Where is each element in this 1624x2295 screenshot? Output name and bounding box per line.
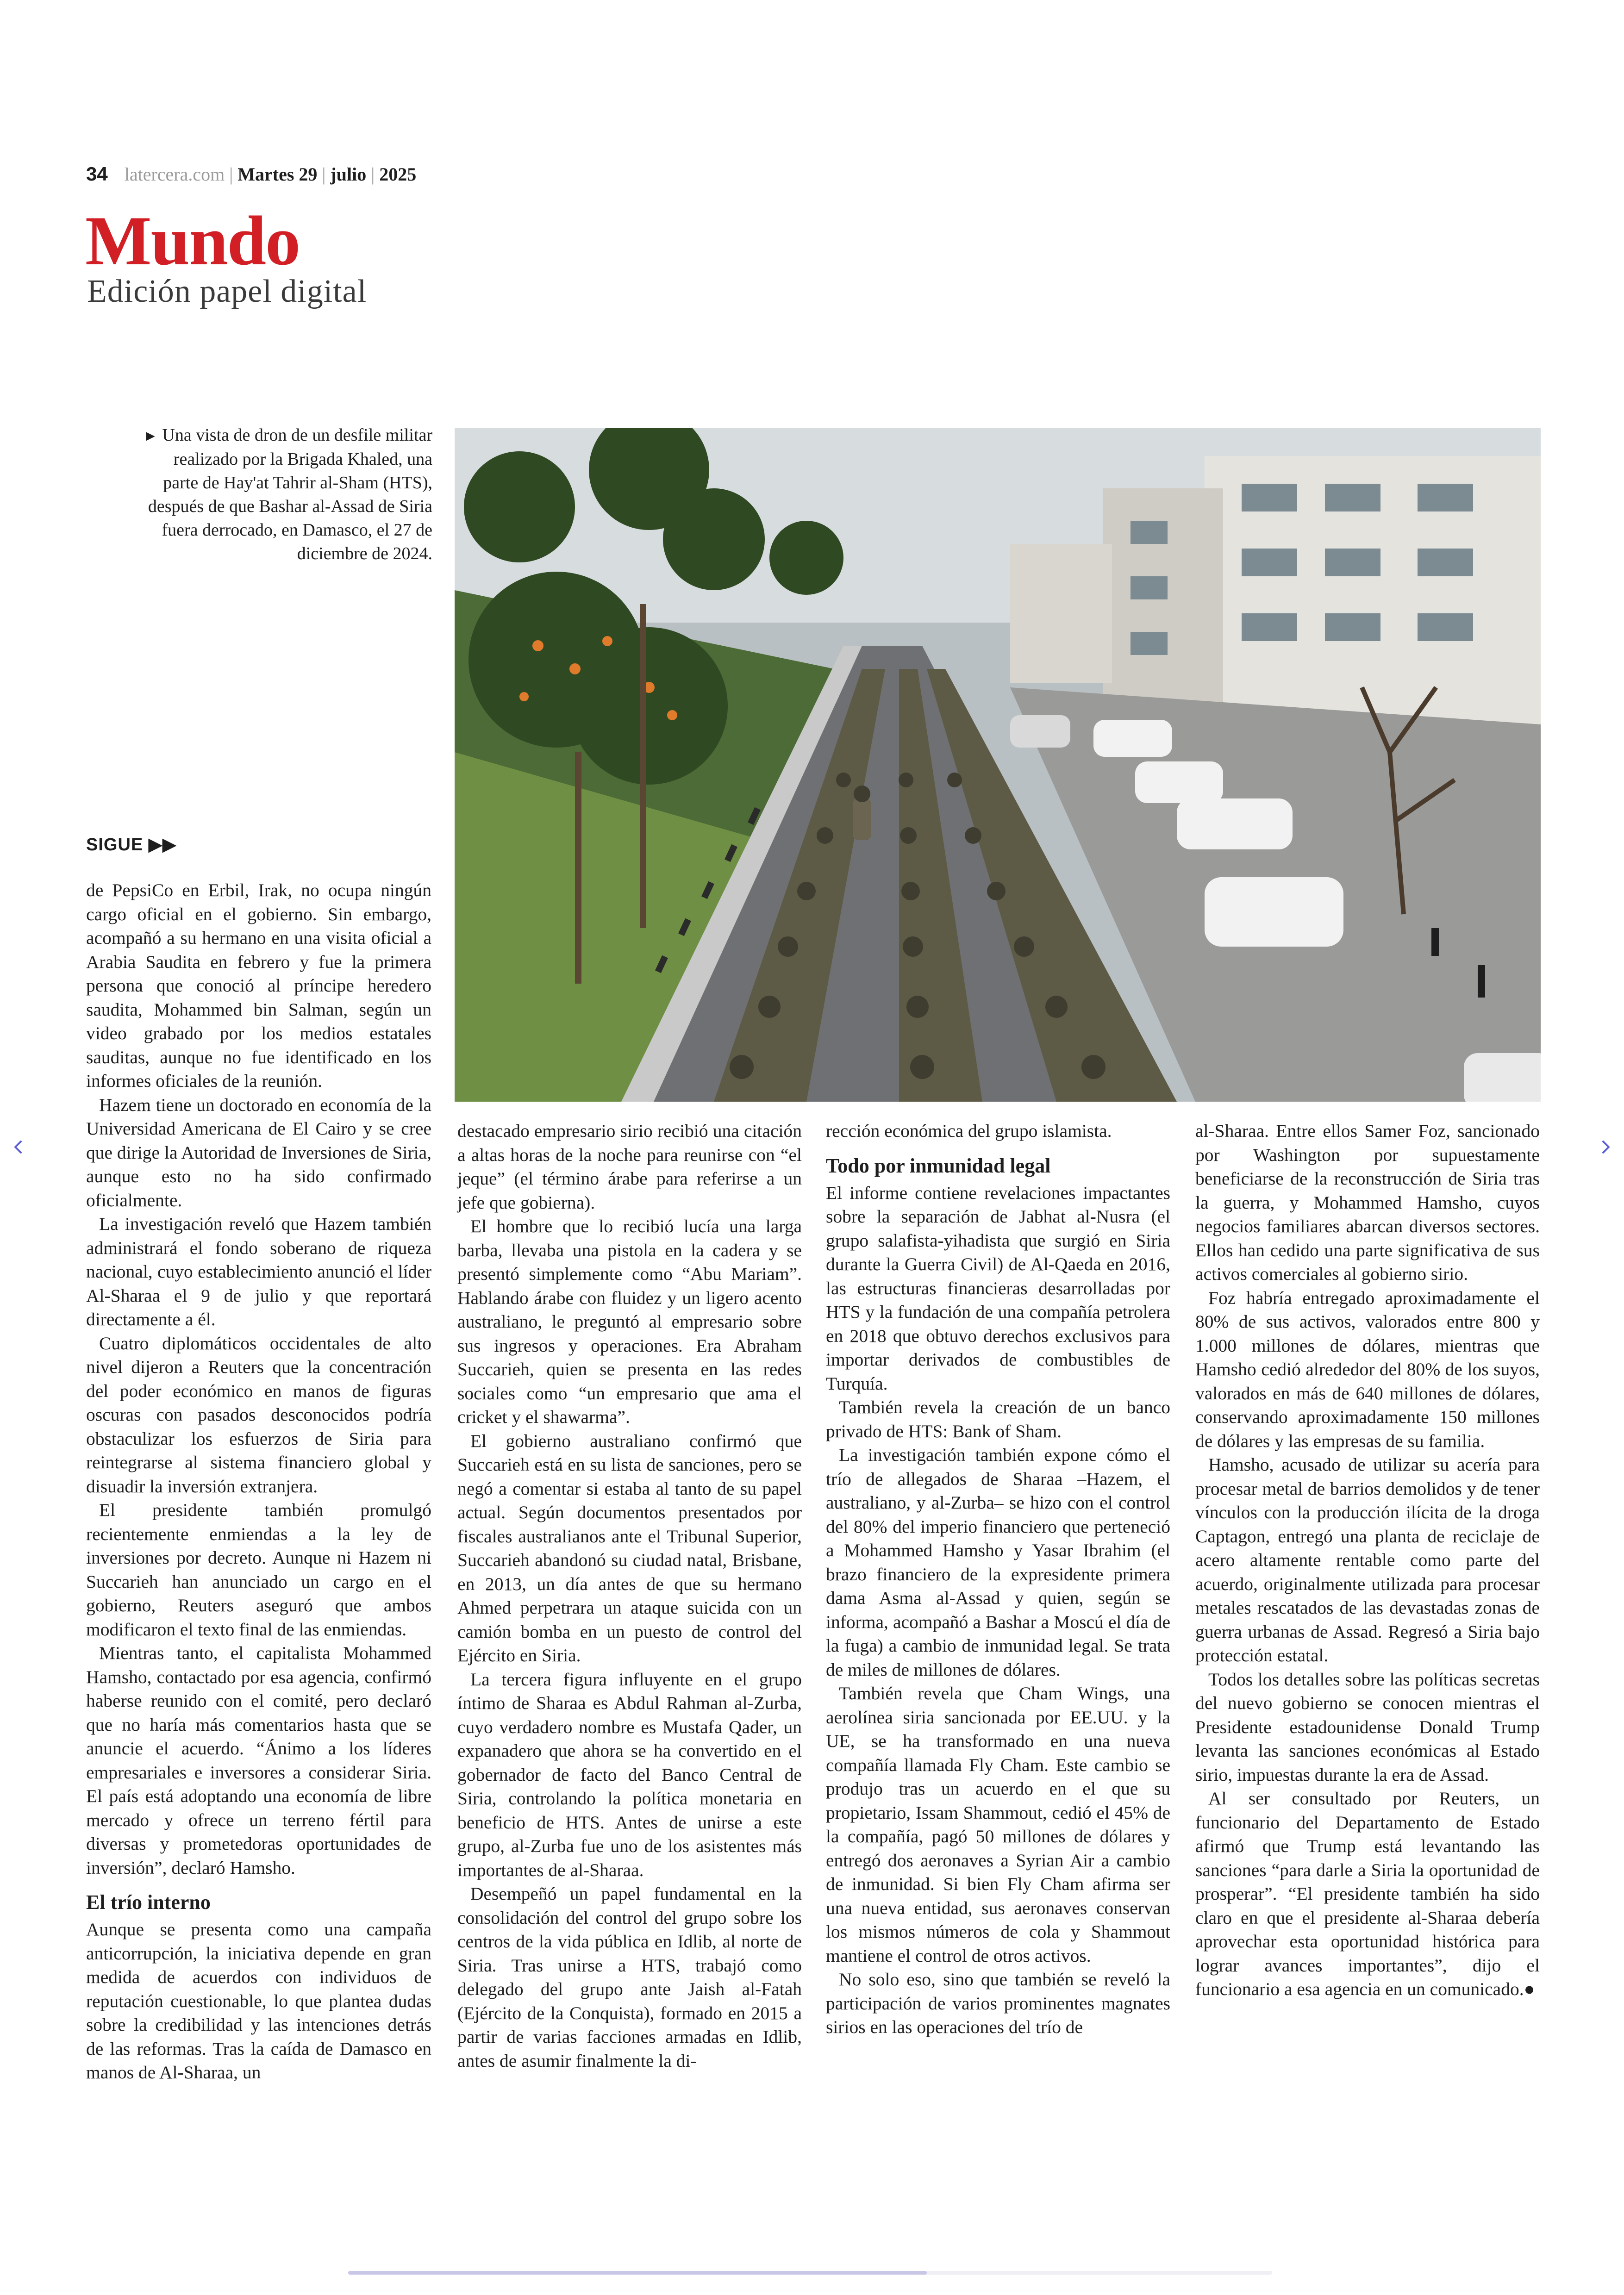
subheading: Todo por inmunidad legal <box>826 1154 1051 1177</box>
site-name: latercera.com <box>124 164 225 185</box>
paragraph: Hamsho, acusado de utilizar su acería para procesar metal de barrios demolidos y de tener vínculos con la producción ilícita de la droga Captagon, entregó una planta de reciclaje de acero altamente rentable como parte del acuerdo, originalmente utilizada para procesar metales rescatados de las devastadas zonas de guerra urbanas de Assad. Regresó a Siria bajo protección estatal. <box>1195 1454 1540 1665</box>
chevron-left-icon <box>9 1138 28 1156</box>
paragraph: También revela la creación de un banco privado de HTS: Bank of Sham. <box>826 1397 1170 1441</box>
continued-text: SIGUE <box>86 835 144 854</box>
section-subtitle: Edición papel digital <box>87 274 367 309</box>
paragraph: La investigación reveló que Hazem también administrará el fondo soberano de riqueza nacional, cuyo establecimiento anunció el líder Al-Sharaa el 9 de julio y que reportará directamente a él. <box>86 1214 431 1329</box>
scrollbar-thumb[interactable] <box>348 2271 927 2275</box>
paragraph: Desempeñó un papel fundamental en la consolidación del control del grupo sobre los centros de la vida pública en Idlib, al norte de Siria. Tras unirse a HTS, trabajó como delegado del grupo ante Jaish al-Fatah (Ejército de la Conquista), formado en 2015 a partir de varias facciones armadas en Idlib, antes de asumir finalmente la di- <box>457 1883 802 2071</box>
continued-arrows-icon: ▶▶ <box>148 835 177 854</box>
paragraph: al-Sharaa. Entre ellos Samer Foz, sancionado por Washington por supuestamente beneficiarse de la reconstrucción de Siria tras la guerra, y Mohammed Hamsho, cuyos negocios familiares abarcan diversos sectores. Ellos han cedido una parte significativa de sus activos comerciales al gobierno sirio. <box>1195 1121 1540 1284</box>
caption-text: Una vista de dron de un desfile militar realizado por la Brigada Khaled, una parte de Hay'at Tahrir al-Sham (HTS), después de que Bashar al-Assad de Siria fuera derrocado, en Damasco, el 27 de diciembre de 2024. <box>148 425 432 563</box>
previous-page-button[interactable] <box>6 1134 31 1160</box>
photo-caption <box>139 424 432 566</box>
end-mark-icon: ● <box>1524 1979 1535 1999</box>
paragraph: de PepsiCo en Erbil, Irak, no ocupa ningún cargo oficial en el gobierno. Sin embargo, acompañó a su hermano en una visita oficial a Arabia Saudita en febrero y fue la primera persona que conoció al príncipe heredero saudita, Mohammed bin Salman, según un video grabado por los medios estatales sauditas, aunque no fue identificado en los informes oficiales de la reunión. <box>86 880 431 1091</box>
paragraph: También revela que Cham Wings, una aerolínea siria sancionada por EE.UU. y la UE, se ha transformado en una nueva compañía llamada Fly Cham. Este cambio se produjo tras un acuerdo en el que su propietario, Issam Shammout, cedió el 45% de la compañía, pagó 50 millones de dólares y entregó dos aeronaves a Syrian Air a cambio de inmunidad. Si bien Fly Cham afirma ser una nueva entidad, sus aeronaves conservan los mismos números de cola y Shammout mantiene el control de otros activos. <box>826 1683 1170 1966</box>
date-weekday-day: Martes 29 <box>237 164 318 185</box>
article-column-4 <box>1195 1119 1540 1999</box>
paragraph: Al ser consultado por Reuters, un funcionario del Departamento de Estado afirmó que Trump está levantando las sanciones “para darle a Siria la oportunidad de prosperar”. “El presidente también ha sido claro en que el presidente al-Sharaa debería aprovechar esta oportunidad histórica para lograr avances importantes”, dijo el funcionario a esa agencia en un comunicado.● <box>1195 1788 1540 1999</box>
article-column-3 <box>826 1119 1170 2039</box>
paragraph: destacado empresario sirio recibió una citación a altas horas de la noche para reunirse con “el jeque” (el término árabe para referirse a un jefe que gobierna). <box>457 1121 802 1213</box>
next-page-button[interactable] <box>1593 1134 1618 1160</box>
chevron-right-icon <box>1596 1138 1615 1156</box>
paragraph: No solo eso, sino que también se reveló la participación de varios prominentes magnates sirios en las operaciones del trío de <box>826 1969 1170 2037</box>
continued-label <box>86 833 176 856</box>
paragraph: El informe contiene revelaciones impactantes sobre la separación de Jabhat al-Nusra (el grupo salafista-yihadista que surgió en Siria durante la Guerra Civil) de Al-Qaeda en 2016, las estructuras financieras desarrolladas por HTS y la fundación de una compañía petrolera en 2018 que obtuvo derechos exclusivos para importar derivados de combustibles de Turquía. <box>826 1182 1170 1394</box>
date-year: 2025 <box>379 164 417 185</box>
caption-marker-icon: ► <box>143 427 158 444</box>
paragraph: La tercera figura influyente en el grupo íntimo de Sharaa es Abdul Rahman al-Zurba, cuyo verdadero nombre es Mustafa Qader, un expanadero que ahora se ha convertido en el gobernador de facto del Banco Central de Siria, controlando la política monetaria en beneficio de HTS. Antes de unirse a este grupo, al-Zurba fue uno de los asistentes más importantes de al-Sharaa. <box>457 1669 802 1880</box>
page-number: 34 <box>86 163 108 185</box>
section-title: Mundo <box>85 202 300 280</box>
paragraph: Cuatro diplomáticos occidentales de alto nivel dijeron a Reuters que la concentración del poder económico en manos de figuras oscuras con pasados desconocidos podría obstaculizar los esfuerzos de Siria para reintegrarse al sistema financiero global y disuadir la inversión extranjera. <box>86 1333 431 1497</box>
paragraph: El presidente también promulgó recientemente enmiendas a la ley de inversiones por decreto. Aunque ni Hazem ni Succarieh han anunciado un cargo en el gobierno, Reuters aseguró que ambos modificaron el texto final de las enmiendas. <box>86 1500 431 1640</box>
article-column-2 <box>457 1119 802 2073</box>
subheading: El trío interno <box>86 1891 211 1914</box>
paragraph: El gobierno australiano confirmó que Succarieh está en su lista de sanciones, pero se negó a comentar si estaba al tanto de su papel actual. Según documentos presentados por fiscales australianos ante el Tribunal Superior, Succarieh abandonó su ciudad natal, Brisbane, en 2013, un día antes de que su hermano Ahmed perpetrara un ataque suicida con un camión bomba en un puesto de control del Ejército en Siria. <box>457 1430 802 1665</box>
paragraph: El hombre que lo recibió lucía una larga barba, llevaba una pistola en la cadera y se presentó simplemente como “Abu Mariam”. Hablando árabe con fluidez y un ligero acento australiano, le preguntó al empresario sobre sus ingresos y operaciones. Era Abraham Succarieh, quien se presenta en las redes sociales como “un empresario que ama el cricket y el shawarma”. <box>457 1216 802 1427</box>
paragraph: La investigación también expone cómo el trío de allegados de Sharaa –Hazem, el australiano, y al-Zurba– se hizo con el control del 80% del imperio financiero que perteneció a Mohammed Hamsho y Yasar Ibrahim (el brazo financiero de la expresidente primera dama Asma al-Assad y quien, según se informa, acompañó a Bashar a Moscú el día de la fuga) a cambio de inmunidad legal. Se trata de miles de millones de dólares. <box>826 1445 1170 1680</box>
paragraph: Hazem tiene un doctorado en economía de la Universidad Americana de El Cairo y se cree que dirige la Autoridad de Inversiones de Siria, aunque esto no ha sido confirmado oficialmente. <box>86 1094 431 1210</box>
paragraph: Mientras tanto, el capitalista Mohammed Hamsho, contactado por esa agencia, confirmó haberse reunido con el comité, pero declaró que no haría más comentarios hasta que se anuncie el acuerdo. “Ánimo a los líderes empresariales e inversores a considerar Siria. El país está adoptando una economía de libre mercado y ofrece un terreno fértil para diversas y prometedoras oportunidades de inversión”, declaró Hamsho. <box>86 1643 431 1878</box>
paragraph: Foz habría entregado aproximadamente el 80% de sus activos, valorados entre 800 y 1.000 millones de dólares, mientras que Hamsho cedió alrededor del 80% de los suyos, valorados en más de 640 millones de dólares, conservando aproximadamente 150 millones de dólares y las empresas de su familia. <box>1195 1287 1540 1451</box>
paragraph: rección económica del grupo islamista. <box>826 1121 1112 1141</box>
date-month: julio <box>330 164 367 185</box>
page-header: 34 latercera.com | Martes 29 | julio | 2025 <box>86 163 417 185</box>
parade-photo <box>455 428 1541 1102</box>
article-column-1 <box>86 879 431 2085</box>
paragraph: Aunque se presenta como una campaña anticorrupción, la iniciativa depende en gran medida de acuerdos con individuos de reputación cuestionable, lo que plantea dudas sobre la credibilidad y las intenciones detrás de las reformas. Tras la caída de Damasco en manos de Al-Sharaa, un <box>86 1919 431 2083</box>
paragraph: Todos los detalles sobre las políticas secretas del nuevo gobierno se conocen mientras el Presidente estadounidense Donald Trump levanta las sanciones económicas al Estado sirio, impuestas durante la era de Assad. <box>1195 1669 1540 1785</box>
